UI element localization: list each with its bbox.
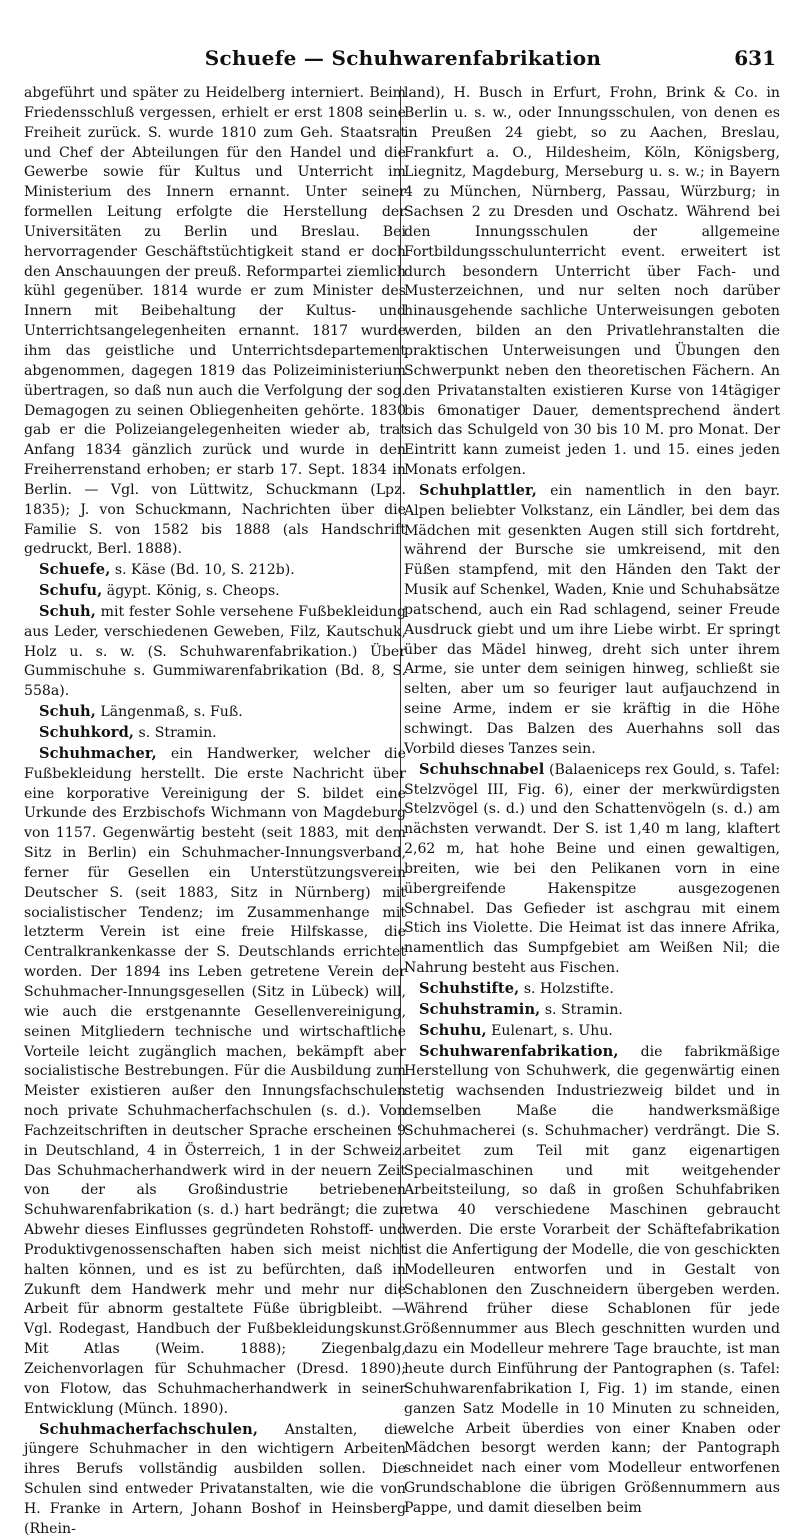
headword: Schuhmacher, [39,744,157,762]
entry-schuh-laengenmass [24,702,406,723]
headword: Schuefe, [39,561,111,579]
entry-text: ein Handwerker, welcher die Fußbekleidung herstellt. Die erste Nachricht über eine korporative Vereinigung der S. bildet eine Urkunde des Erzbischofs Wichmann von Magdeburg von 1157. Gegenwärtig besteht (seit 1883, mit dem Sitz in Berlin) ein Schuhmacher-Innungsverband, ferner für Gesellen ein Unterstützungsverein Deutscher S. (seit 1883, Sitz in Nürnberg) mit socialistischer Tendenz; im Zusammenhange mit letzterm Verein ist eine freie Hilfskasse, die Centralkrankenkasse der S. Deutschlands errichtet worden. Der 1894 ins Leben getretene Verein der Schuhmacher-Innungsgesellen (Sitz in Lübeck) will, wie auch die erstgenannte Gesellenvereinigung, seinen Mitgliedern technische und wirtschaftliche Vorteile leicht zugänglich machen, bekämpft aber socialistische Bestrebungen. Für die Ausbildung zum Meister existieren außer den Innungsfachschulen noch private Schuhmacherfachschulen (s. d.). Von Fachzeitschriften in deutscher Sprache erscheinen 9 in Deutschland, 4 in Österreich, 1 in der Schweiz. Das Schuhmacherhandwerk wird in der neuern Zeit von der als Großindustrie betriebenen Schuhwarenfabrikation (s. d.) hart bedrängt; die zur Abwehr dieses Einflusses gegründeten Rohstoff- und Produktivgenossenschaften haben sich meist nicht halten können, und es ist zu befürchten, daß in Zukunft dem Handwerk mehr und mehr nur die Arbeit für abnorm gestaltete Füße übrigbleibt. — Vgl. Rodegast, Handbuch der Fußbekleidungskunst. Mit Atlas (Weim. 1888); Ziegenbalg, Zeichenvorlagen für Schuhmacher (Dresd. 1890); von Flotow, das Schuhmacherhandwerk in seiner Entwicklung (Münch. 1890). [24,745,406,1417]
entry-text: mit fester Sohle versehene Fußbekleidung aus Leder, verschiedenen Geweben, Filz, Kautschuk, Holz u. s. w. (S. Schuhwarenfabrikation.) Über Gummischuhe s. Gummiwarenfabrikation (Bd. 8, S. 558a). [24,603,406,700]
left-column [24,84,406,1540]
page-number: 631 [734,46,776,70]
entry-schufu [24,581,406,602]
entry-schuhstramin [404,1000,780,1021]
right-column [404,84,780,1519]
entry-text: ägypt. König, s. Cheops. [102,583,280,600]
entry-schuhu [404,1021,780,1042]
headword: Schuhwarenfabrikation, [419,1042,619,1060]
entry-schuhwarenfabrikation [404,1042,780,1519]
entry-text: die fabrikmäßige Herstellung von Schuhwerk, die gegenwärtig einen stetig wachsenden Industriezweig bildet und in demselben Maße die handwerksmäßige Schuhmacherei (s. Schuhmacher) verdrängt. Die S. arbeitet zum Teil mit ganz eigenartigen Specialmaschinen und mit weitgehender Arbeitsteilung, so daß in großen Schuhfabriken etwa 40 verschiedene Maschinen gebraucht werden. Die erste Vorarbeit der Schäftefabrikation ist die Anfertigung der Modelle, die von geschickten Modelleuren entworfen und in Gestalt von Schablonen den Zuschneidern übergeben werden. Während früher diese Schablonen für jede Größennummer aus Blech geschnitten wurden und dazu ein Modelleur mehrere Tage brauchte, ist man heute durch Einführung der Pantographen (s. Tafel: Schuhwarenfabrikation I, Fig. 1) im stande, einen ganzen Satz Modelle in 10 Minuten zu schneiden, welche Arbeit überdies von einer Knaben oder Mädchen besorgt werden kann; der Pantograph schneidet nach einer vom Modelleur entworfenen Grundschablone die übrigen Größennummern aus Pappe, und damit dieselben beim [404,1043,780,1516]
running-title: Schuefe — Schuhwarenfabrikation [204,46,602,70]
headword: Schuhstifte, [419,979,520,997]
entry-schuhmacher [24,744,406,1420]
headword: Schuhschnabel [419,760,545,778]
entry-schuh [24,602,406,702]
entry-schuhkord [24,723,406,744]
entry-text: ein namentlich in den bayr. Alpen beliebter Volkstanz, ein Ländler, bei dem das Mädchen mit gesenkten Augen still sich fortdreht, während der Bursche sie umkreisend, mit den Füßen stampfend, mit den Händen den Takt der Musik auf Schenkel, Waden, Knie und Schuhabsätze patschend, auch ein Rad schlagend, seiner Freude Ausdruck giebt und um ihre Liebe wirbt. Er springt über das Mädel hinweg, dreht sich unter ihrem Arme, sie unter dem seinigen hinweg, schließt sie selten, aber um so feuriger laut aufjauchzend in seine Arme, indem er sie kräftig in die Höhe schwingt. Das Balzen des Auerhahns soll das Vorbild dieses Tanzes sein. [404,482,780,757]
headword: Schuhkord, [39,724,135,741]
entry-text: s. Stramin. [540,1001,623,1018]
entry-schuhplattler [404,481,780,760]
entry-text: s. Holzstifte. [519,980,614,997]
headword: Schufu, [39,582,103,600]
entry-schuefe [24,560,406,581]
continued-paragraph: land), H. Busch in Erfurt, Frohn, Brink & Co. in Berlin u. s. w., oder Innungsschulen, von denen es in Preußen 24 giebt, so zu Aachen, Breslau, Frankfurt a. O., Hildesheim, Köln, Königsberg, Liegnitz, Magdeburg, Merseburg u. s. w.; in Bayern 4 zu München, Nürnberg, Passau, Würzburg; in Sachsen 2 zu Dresden und Oschatz. Während bei den Innungsschulen der allgemeine Fortbildungsschulunterricht event. erweitert ist durch besondern Unterricht über Fach- und Musterzeichnen, und nur selten noch darüber hinausgehende sachliche Unterweisungen geboten werden, bilden an den Privatlehranstalten die praktischen Unterweisungen und Übungen den Schwerpunkt neben den theoretischen Fächern. An den Privatanstalten existieren Kurse von 14tägiger bis 6monatiger Dauer, dementsprechend ändert sich das Schulgeld von 30 bis 10 M. pro Monat. Der Eintritt kann zumeist jeden 1. und 15. eines jeden Monats erfolgen. [404,85,780,479]
page-header [30,46,776,76]
entry-schuhschnabel [404,760,780,979]
headword: Schuh, [39,703,96,721]
headword: Schuhmacherfachschulen, [39,1420,258,1438]
entry-text: Anstalten, die jüngere Schuhmacher in den wichtigern Arbeiten ihres Berufs vollständig ausbilden sollen. Die Schulen sind entweder Privatanstalten, wie die von H. Franke in Artern, Johann Boshof in Heinsberg (Rhein- [24,1421,406,1537]
entry-schuhstifte [404,979,780,1000]
entry-schuhmacherfachschulen [24,1420,406,1540]
headword: Schuh, [39,602,96,620]
entry-text: (Balaeniceps rex Gould, s. Tafel: Stelzvögel III, Fig. 6), einer der merkwürdigsten Stelzvögel (s. d.) und den Schattenvögeln (s. d.) am nächsten verwandt. Der S. ist 1,40 m lang, klaftert 2,62 m, hat hohe Beine und einen gewaltigen, breiten, wie bei den Pelikanen vorn in eine übergreifende Hakenspitze ausgezogenen Schnabel. Das Gefieder ist aschgrau mit einem Stich ins Violette. Die Heimat ist das innere Afrika, namentlich das Sumpfgebiet am Weißen Nil; die Nahrung besteht aus Fischen. [404,761,780,977]
headword: Schuhplattler, [419,481,537,499]
headword: Schuhu, [419,1021,487,1039]
entry-text: Längenmaß, s. Fuß. [95,704,243,721]
entry-text: s. Stramin. [134,725,217,741]
entry-text: s. Käse (Bd. 10, S. 212b). [110,562,295,579]
entry-text: Eulenart, s. Uhu. [486,1022,613,1039]
headword: Schuhstramin, [419,1000,541,1018]
continued-paragraph: abgeführt und später zu Heidelberg interniert. Beim Friedensschluß vergessen, erhielt er erst 1808 seine Freiheit zurück. S. wurde 1810 zum Geh. Staatsrat und Chef der Abteilungen für den Handel und die Gewerbe sowie für Kultus und Unterricht im Ministerium des Innern ernannt. Unter seiner formellen Leitung erfolgte die Herstellung der Universitäten zu Berlin und Breslau. Bei hervorragender Geschäftstüchtigkeit stand er doch den Anschauungen der preuß. Reformpartei ziemlich kühl gegenüber. 1814 wurde er zum Minister des Innern mit Beibehaltung der Kultus- und Unterrichtsangelegenheiten ernannt. 1817 wurde ihm das geistliche und Unterrichtsdepartement abgenommen, dagegen 1819 das Polizeiministerium übertragen, so daß nun auch die Verfolgung der sog. Demagogen zu seinen Obliegenheiten gehörte. 1830 gab er die Polizeiangelegenheiten wieder ab, trat Anfang 1834 gänzlich zurück und wurde in den Freiherrenstand erhoben; er starb 17. Sept. 1834 in Berlin. — Vgl. von Lüttwitz, Schuckmann (Lpz. 1835); J. von Schuckmann, Nachrichten über die Familie S. von 1582 bis 1888 (als Handschrift gedruckt, Berl. 1888). [24,85,406,558]
